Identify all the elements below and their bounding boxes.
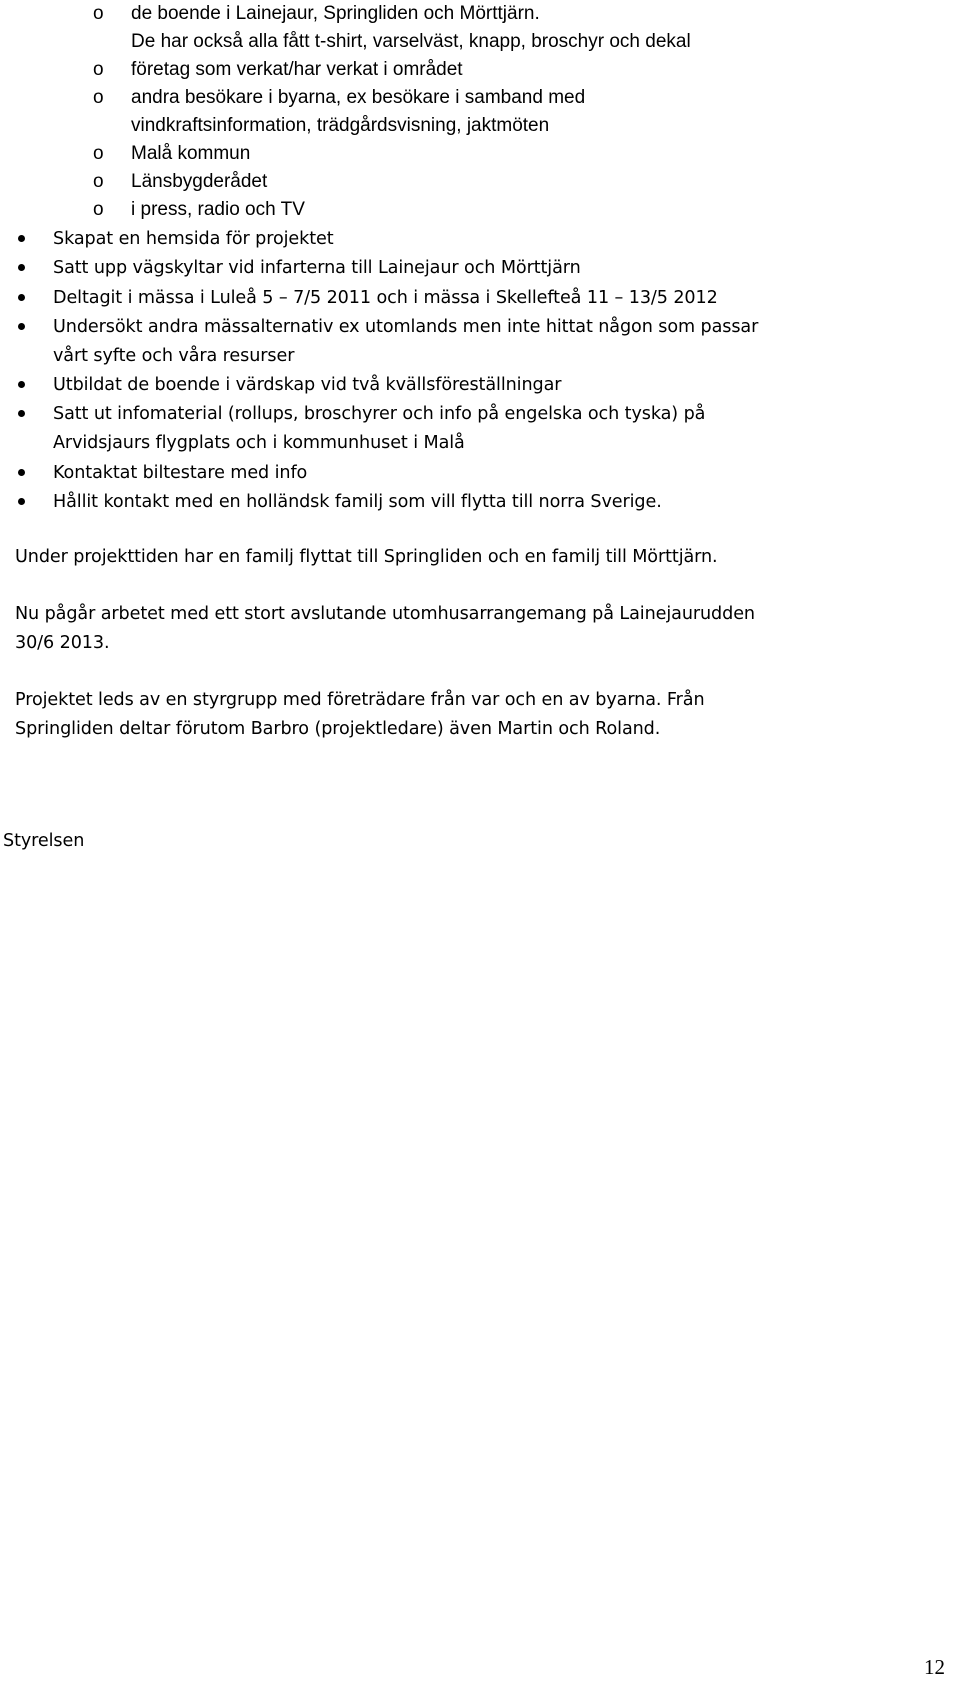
sub-item-note: De har också alla fått t-shirt, varselväst, knapp, broschyr och dekal	[131, 31, 691, 52]
page-number: 12	[924, 1655, 945, 1679]
sub-bullet-marker: o	[93, 87, 104, 108]
paragraph-line: Under projekttiden har en familj flyttat till Springliden och en familj till Mörttjärn.	[15, 547, 718, 567]
bullet-item: Deltagit i mässa i Luleå 5 – 7/5 2011 och i mässa i Skellefteå 11 – 13/5 2012	[53, 288, 718, 308]
bullet-dot	[18, 381, 25, 388]
bullet-item: Kontaktat biltestare med info	[53, 463, 308, 483]
sub-item-text: Länsbygderådet	[131, 171, 268, 192]
bullet-dot	[18, 469, 25, 476]
bullet-item: Skapat en hemsida för projektet	[53, 229, 334, 249]
sub-item-text: företag som verkat/har verkat i området	[131, 59, 463, 80]
sub-item-text: andra besökare i byarna, ex besökare i samband med	[131, 87, 586, 108]
sub-bullet-marker: o	[93, 143, 104, 164]
bullet-item: Hållit kontakt med en holländsk familj som vill flytta till norra Sverige.	[53, 492, 662, 512]
bullet-item-cont: vårt syfte och våra resurser	[53, 346, 295, 366]
bullet-item: Satt ut infomaterial (rollups, broschyrer och info på engelska och tyska) på	[53, 404, 706, 424]
bullet-item: Utbildat de boende i värdskap vid två kvällsföreställningar	[53, 375, 562, 395]
bullet-dot	[18, 498, 25, 505]
bullet-dot	[18, 264, 25, 271]
sub-bullet-marker: o	[93, 3, 104, 24]
paragraph-line: Projektet leds av en styrgrupp med företrädare från var och en av byarna. Från	[15, 690, 705, 710]
bullet-dot	[18, 323, 25, 330]
signature: Styrelsen	[3, 831, 85, 851]
bullet-dot	[18, 294, 25, 301]
bullet-item-cont: Arvidsjaurs flygplats och i kommunhuset i Malå	[53, 433, 465, 453]
paragraph-line: Springliden deltar förutom Barbro (projektledare) även Martin och Roland.	[15, 719, 661, 739]
sub-item-text: vindkraftsinformation, trädgårdsvisning, jaktmöten	[131, 115, 550, 136]
sub-bullet-marker: o	[93, 171, 104, 192]
bullet-item: Undersökt andra mässalternativ ex utomlands men inte hittat någon som passar	[53, 317, 759, 337]
paragraph-line: Nu pågår arbetet med ett stort avslutande utomhusarrangemang på Lainejaurudden	[15, 604, 755, 624]
paragraph-line: 30/6 2013.	[15, 633, 110, 653]
sub-item-text: de boende i Lainejaur, Springliden och Mörttjärn.	[131, 3, 540, 24]
bullet-dot	[18, 235, 25, 242]
sub-bullet-marker: o	[93, 59, 104, 80]
bullet-dot	[18, 410, 25, 417]
bullet-item: Satt upp vägskyltar vid infarterna till Lainejaur och Mörttjärn	[53, 258, 581, 278]
sub-item-text: i press, radio och TV	[131, 199, 305, 220]
sub-item-text: Malå kommun	[131, 143, 251, 164]
sub-bullet-marker: o	[93, 199, 104, 220]
